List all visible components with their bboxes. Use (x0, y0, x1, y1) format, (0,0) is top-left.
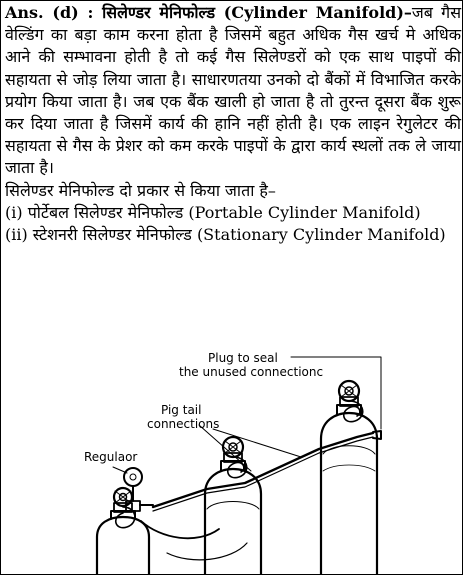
label-pigtail-line1: Pig tail (161, 403, 202, 417)
answer-body: जब गैस वेल्डिंग का बड़ा काम करना होता है जिसमें बहुत अधिक गैस खर्च मे अधिक आने की सम्भावना होती है तो कई गैस सिलेण्डरों को एक साथ पाइपों की सहायता से जोड़ लिया जाता है। साधारणतया उनको दो बैंकों में विभाजित करके प्रयोग किया जाता है। जब एक बैंक खाली हो जाता है तो तुरन्त दूसरा बैंक शुरू कर दिया जाता है जिसमें कार्य की हानि नहीं होती है। एक लाइन रेगुलेटर की सहायता से गैस के प्रेशर को कम करके पाइपों के द्वारा कार्य स्थलों तक ले जाया जाता है। (5, 3, 462, 178)
cylinder-right (321, 381, 377, 574)
label-pigtail-line2: connections (147, 417, 220, 431)
answer-title-english: (Cylinder Manifold) (223, 3, 404, 22)
answer-text (5, 2, 461, 246)
types-intro: सिलेण्डर मेनिफोल्ड दो प्रकार से किया जाता है– (5, 180, 276, 200)
cylinder-manifold-drawing (1, 339, 462, 574)
label-plug-line1: Plug to seal (208, 351, 278, 365)
cylinder-left (97, 488, 149, 574)
label-plug-line2: the unused connectionc (179, 365, 324, 379)
answer-paragraph (5, 2, 461, 180)
answer-prefix: Ans. (d) : (5, 3, 103, 22)
answer-title-dash: – (403, 3, 412, 22)
cylinder-manifold-figure (1, 339, 462, 574)
type-item-portable: (i) पोर्टेबल सिलेण्डर मेनिफोल्ड (Portable Cylinder Manifold) (5, 202, 421, 222)
answer-title-hindi: सिलेण्डर मेनिफोल्ड (102, 3, 224, 22)
manifold-pipe (153, 431, 381, 511)
label-regulator: Regulaor (84, 450, 138, 464)
type-item-stationary: (ii) स्टेशनरी सिलेण्डर मेनिफोल्ड (Stationary Cylinder Manifold) (5, 225, 446, 245)
